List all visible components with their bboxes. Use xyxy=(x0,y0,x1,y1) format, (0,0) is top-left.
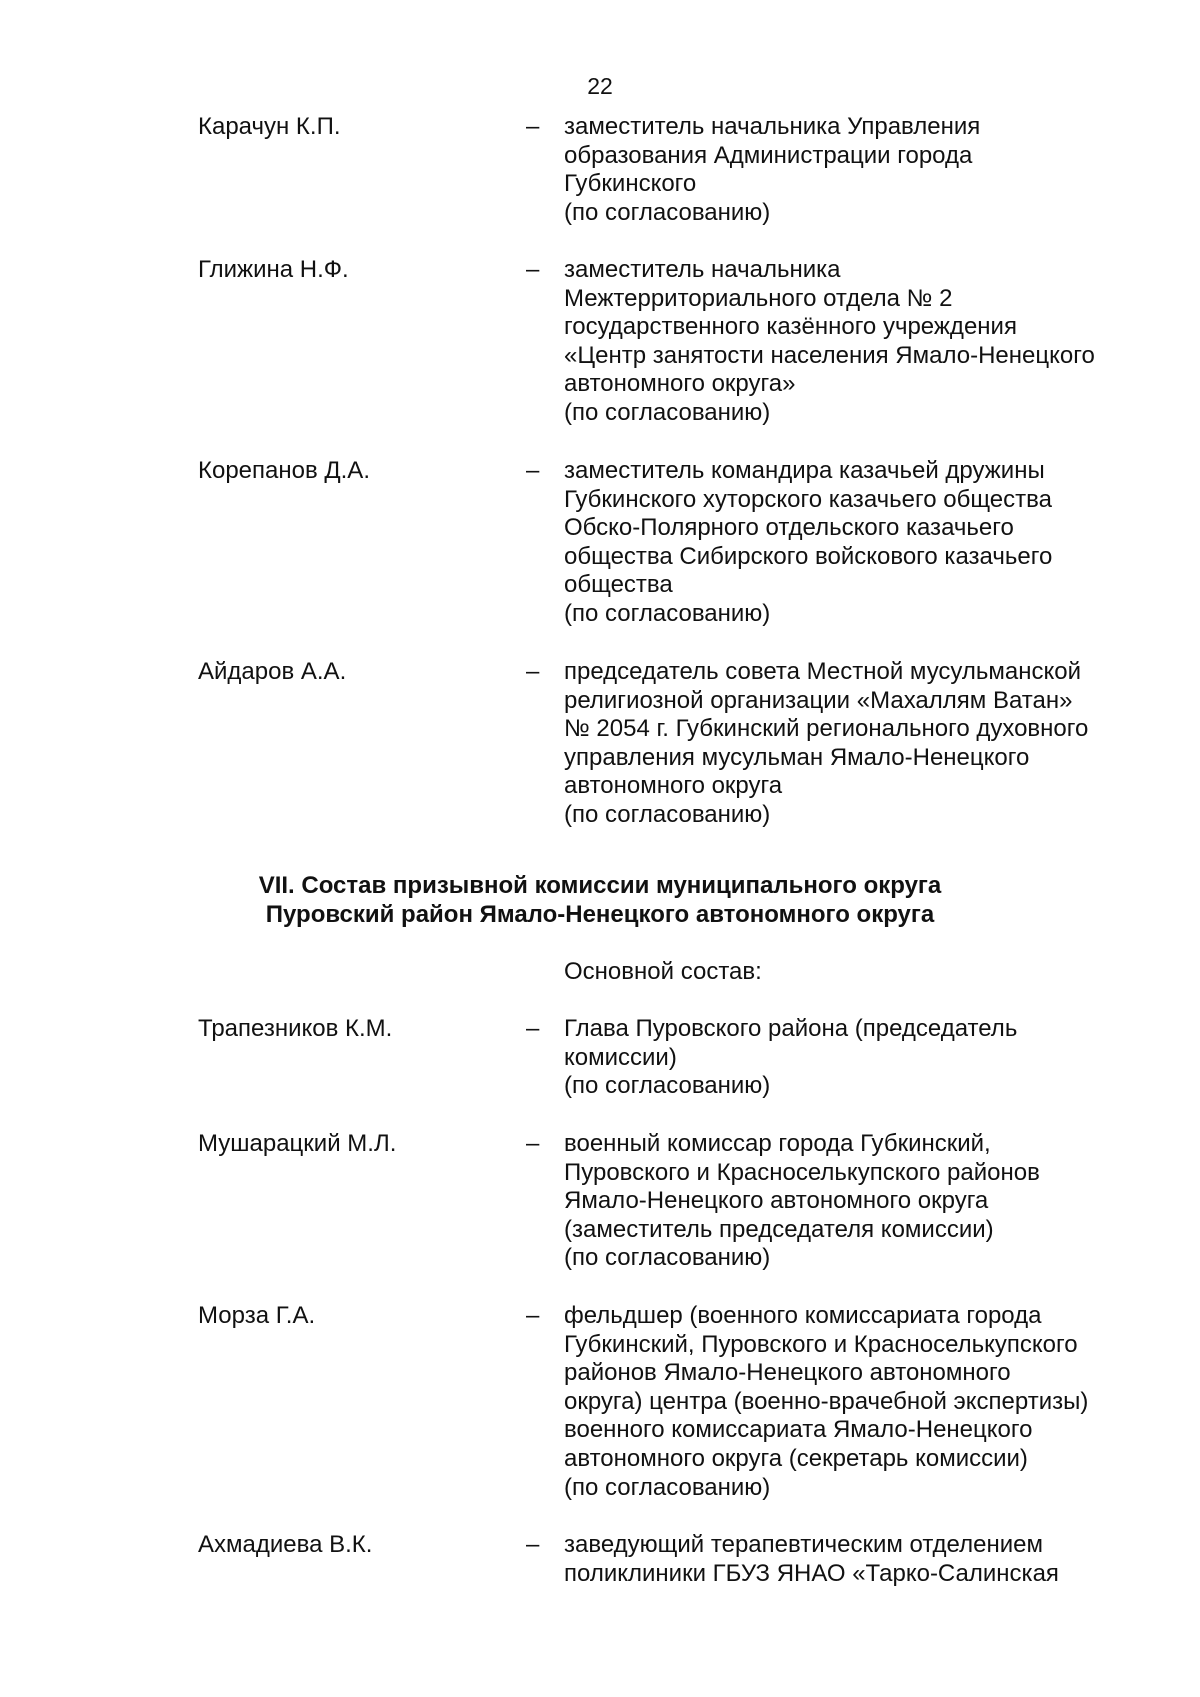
description-line: «Центр занятости населения Ямало-Ненецкого xyxy=(564,341,1095,369)
description-line: военный комиссар города Губкинский, xyxy=(564,1130,991,1157)
description-line: (по согласованию) xyxy=(564,1072,771,1100)
entry-dash: – xyxy=(526,1015,540,1042)
entry-name: Карачун К.П. xyxy=(198,113,341,140)
description-line: (по согласованию) xyxy=(564,398,771,426)
page-number: 22 xyxy=(587,73,613,99)
subheading-main-composition: Основной состав: xyxy=(564,958,762,985)
entry-description xyxy=(564,256,1164,428)
entry-dash: – xyxy=(526,113,540,140)
description-line: образования Администрации города xyxy=(564,141,973,169)
entry-name: Айдаров А.А. xyxy=(198,658,347,685)
description-line: заместитель командира казачьей дружины xyxy=(564,457,1045,484)
entry-dash: – xyxy=(526,1130,540,1157)
description-line: автономного округа xyxy=(564,772,783,800)
description-line: (по согласованию) xyxy=(564,599,771,627)
description-line: общества Сибирского войскового казачьего xyxy=(564,542,1053,570)
entry-dash: – xyxy=(526,1531,540,1558)
description-line: председатель совета Местной мусульманской xyxy=(564,658,1082,685)
entry-description xyxy=(564,113,1164,227)
description-line: (по согласованию) xyxy=(564,800,771,828)
description-line: комиссии) xyxy=(564,1043,677,1071)
description-line: округа) центра (военно-врачебной экспертизы) xyxy=(564,1387,1089,1415)
description-line: заместитель начальника Управления xyxy=(564,113,981,140)
description-line: Ямало-Ненецкого автономного округа xyxy=(564,1187,989,1215)
entry-name: Корепанов Д.А. xyxy=(198,457,370,484)
description-line: управления мусульман Ямало-Ненецкого xyxy=(564,743,1030,771)
description-line: (по согласованию) xyxy=(564,198,771,226)
description-line: Обско-Полярного отдельского казачьего xyxy=(564,514,1014,542)
entry-name: Глижина Н.Ф. xyxy=(198,256,349,283)
entry-name: Трапезников К.М. xyxy=(198,1015,393,1042)
entry-description xyxy=(564,1015,1164,1101)
description-line: общества xyxy=(564,571,673,599)
description-line: Губкинский, Пуровского и Красноселькупского xyxy=(564,1330,1078,1358)
section-heading xyxy=(0,872,1200,929)
description-line: № 2054 г. Губкинский регионального духовного xyxy=(564,715,1089,743)
entry-description xyxy=(564,457,1164,629)
description-line: автономного округа (секретарь комиссии) xyxy=(564,1444,1028,1472)
entry-dash: – xyxy=(526,457,540,484)
entry-dash: – xyxy=(526,658,540,685)
entry-dash: – xyxy=(526,256,540,283)
entry-description xyxy=(564,1531,1164,1588)
entry-description xyxy=(564,1130,1164,1273)
section-heading-line: Пуровский район Ямало-Ненецкого автономного округа xyxy=(265,900,935,928)
description-line: автономного округа» xyxy=(564,370,796,398)
entry-description xyxy=(564,658,1164,830)
description-line: (заместитель председателя комиссии) xyxy=(564,1215,994,1243)
description-line: фельдшер (военного комиссариата города xyxy=(564,1302,1042,1329)
description-line: Губкинского хуторского казачьего общества xyxy=(564,485,1052,513)
entry-name: Ахмадиева В.К. xyxy=(198,1531,373,1558)
description-line: Пуровского и Красноселькупского районов xyxy=(564,1158,1040,1186)
entry-dash: – xyxy=(526,1302,540,1329)
section-heading-line: VII. Состав призывной комиссии муниципального округа xyxy=(258,872,942,899)
entry-name: Мушарацкий М.Л. xyxy=(198,1130,397,1157)
description-line: Межтерриториального отдела № 2 xyxy=(564,284,953,312)
description-line: государственного казённого учреждения xyxy=(564,313,1017,341)
description-line: военного комиссариата Ямало-Ненецкого xyxy=(564,1416,1033,1444)
entry-description xyxy=(564,1302,1164,1502)
description-line: (по согласованию) xyxy=(564,1473,771,1501)
description-line: поликлиники ГБУЗ ЯНАО «Тарко-Салинская xyxy=(564,1559,1059,1587)
entry-name: Морза Г.А. xyxy=(198,1302,316,1329)
description-line: (по согласованию) xyxy=(564,1244,771,1272)
description-line: заведующий терапевтическим отделением xyxy=(564,1531,1043,1558)
description-line: Глава Пуровского района (председатель xyxy=(564,1015,1018,1042)
description-line: Губкинского xyxy=(564,170,697,198)
description-line: районов Ямало-Ненецкого автономного xyxy=(564,1359,1011,1387)
description-line: заместитель начальника xyxy=(564,256,841,283)
description-line: религиозной организации «Махаллям Ватан» xyxy=(564,686,1073,714)
